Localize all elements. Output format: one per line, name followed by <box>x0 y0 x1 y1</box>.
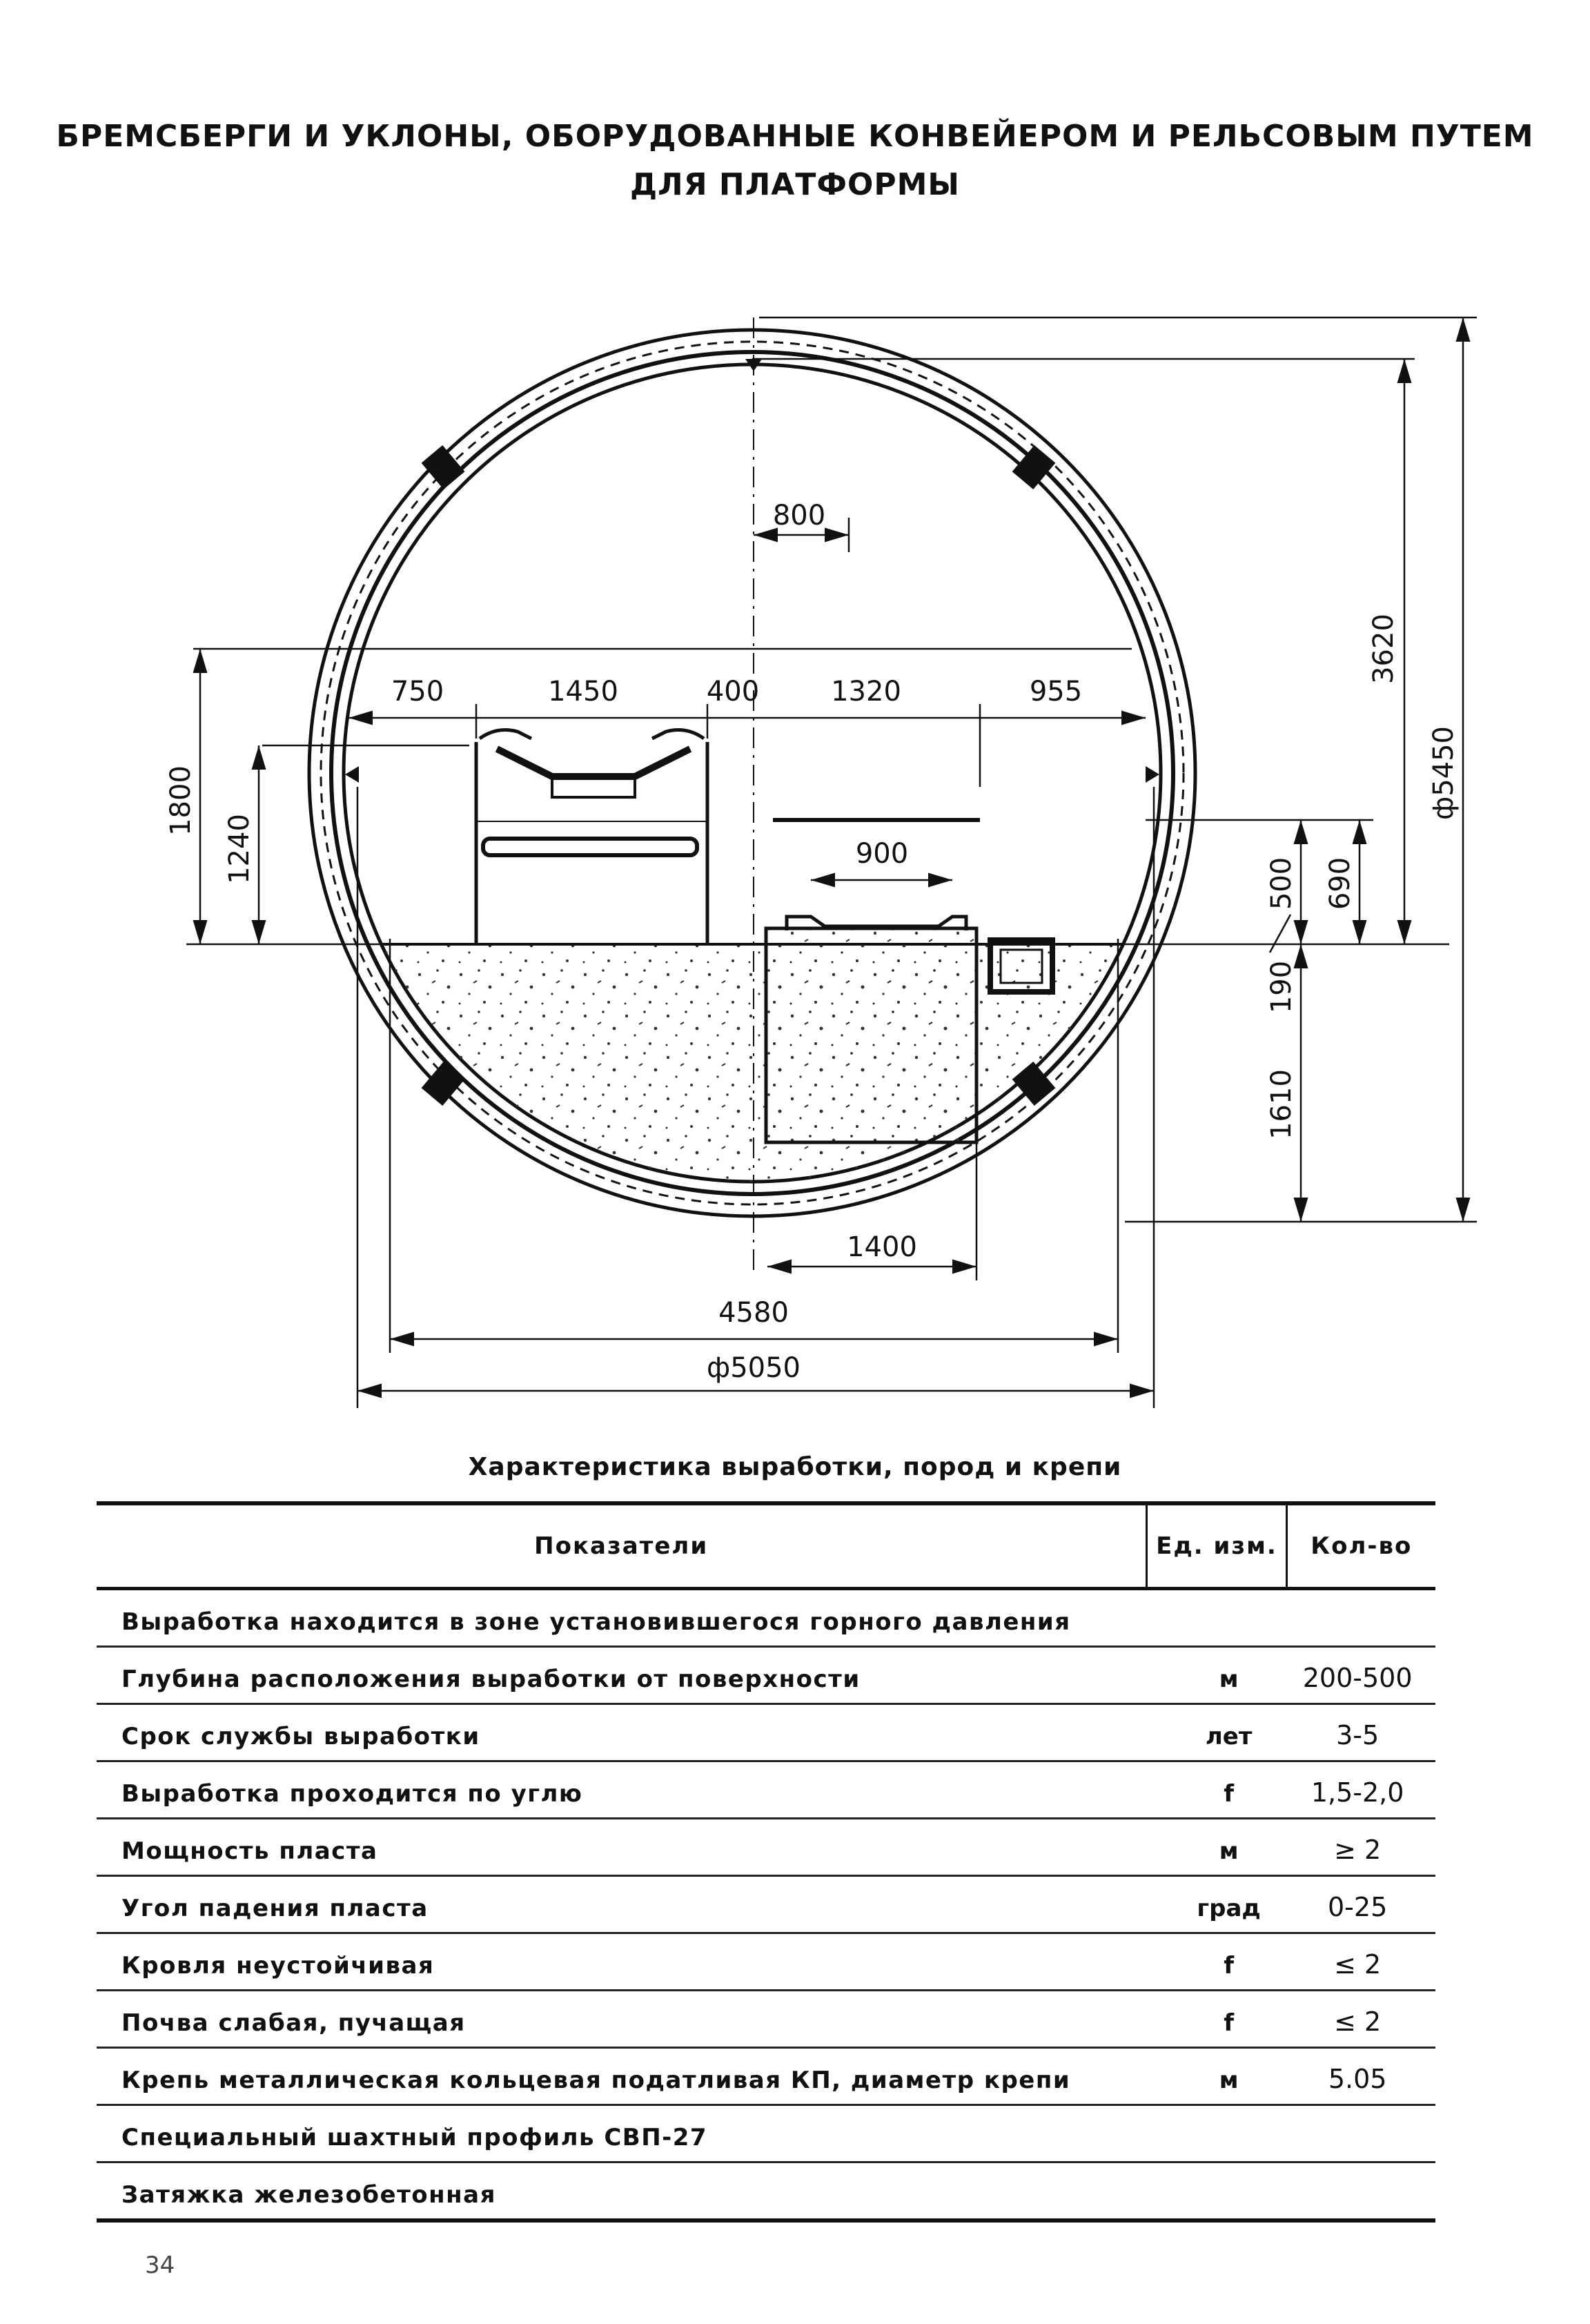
dim-900: 900 <box>855 838 909 870</box>
row-unit <box>1178 2209 1279 2218</box>
row-quantity: ≤ 2 <box>1334 1949 1382 1980</box>
dim-800: 800 <box>772 500 826 531</box>
dim-5050: ф5050 <box>707 1352 801 1384</box>
header-indicators: Показатели <box>534 1532 709 1560</box>
row-unit: лет <box>1205 1723 1253 1750</box>
row-quantity: 1,5-2,0 <box>1311 1777 1404 1808</box>
row-unit: f <box>1224 1780 1235 1808</box>
conveyor <box>476 730 707 944</box>
characteristics-table <box>97 1501 1435 2223</box>
dim-1320: 1320 <box>831 676 901 707</box>
row-indicator: Крепь металлическая кольцевая податливая КП, диаметр крепи <box>121 2067 1071 2094</box>
table-caption: Характеристика выработки, пород и крепи <box>468 1453 1122 1481</box>
row-indicator: Кровля неустойчивая <box>121 1952 435 1980</box>
row-indicator: Специальный шахтный профиль СВП-27 <box>121 2124 708 2151</box>
header-quantity: Кол-во <box>1286 1505 1435 1587</box>
row-quantity: 5.05 <box>1328 2064 1387 2094</box>
dim-4580: 4580 <box>718 1297 789 1329</box>
dim-3620: 3620 <box>1368 614 1400 684</box>
row-indicator: Глубина расположения выработки от поверхности <box>121 1666 861 1693</box>
row-unit: f <box>1224 1952 1235 1980</box>
row-indicator: Выработка находится в зоне установившегося горного давления <box>121 1608 1071 1636</box>
row-quantity: 3-5 <box>1336 1720 1380 1750</box>
row-indicator: Выработка проходится по углю <box>121 1780 583 1808</box>
dim-1610: 1610 <box>1266 1069 1297 1140</box>
row-unit: м <box>1219 1666 1239 1693</box>
dim-690: 690 <box>1324 857 1356 910</box>
dim-500: 500 <box>1266 857 1297 910</box>
table-row <box>97 2049 1435 2106</box>
row-unit: м <box>1219 2067 1239 2094</box>
dim-750: 750 <box>391 676 444 707</box>
table-row <box>97 1762 1435 1819</box>
dim-1400: 1400 <box>847 1231 917 1263</box>
page-number: 34 <box>145 2252 175 2279</box>
table-row <box>97 2163 1435 2223</box>
dim-1450: 1450 <box>548 676 618 707</box>
row-unit: м <box>1219 1837 1239 1865</box>
table-row <box>97 1648 1435 1705</box>
table-row <box>97 1590 1435 1648</box>
row-indicator: Почва слабая, пучащая <box>121 2009 466 2037</box>
dim-5450: ф5450 <box>1428 726 1460 820</box>
dim-1240: 1240 <box>224 814 255 884</box>
row-quantity: ≥ 2 <box>1334 1835 1382 1865</box>
row-quantity <box>1279 1636 1435 1646</box>
dim-1800: 1800 <box>165 765 197 836</box>
row-unit: град <box>1197 1895 1261 1922</box>
page-title: БРЕМСБЕРГИ И УКЛОНЫ, ОБОРУДОВАННЫЕ КОНВЕЙЕРОМ И РЕЛЬСОВЫМ ПУТЕМ <box>56 119 1534 154</box>
row-quantity: 0-25 <box>1328 1892 1388 1922</box>
row-quantity <box>1279 2209 1435 2218</box>
row-quantity <box>1279 2151 1435 2161</box>
row-unit <box>1178 1636 1279 1646</box>
table-row <box>97 1991 1435 2049</box>
row-indicator: Срок службы выработки <box>121 1723 480 1750</box>
tunnel-cross-section-drawing <box>0 262 1590 1436</box>
row-unit: f <box>1224 2009 1235 2037</box>
row-quantity: ≤ 2 <box>1334 2006 1382 2037</box>
row-unit <box>1178 2151 1279 2161</box>
row-indicator: Мощность пласта <box>121 1837 378 1865</box>
table-row <box>97 2106 1435 2163</box>
row-indicator: Затяжка железобетонная <box>121 2181 496 2209</box>
row-indicator: Угол падения пласта <box>121 1895 429 1922</box>
dim-190: 190 <box>1266 960 1297 1014</box>
page-subtitle: ДЛЯ ПЛАТФОРМЫ <box>629 167 961 202</box>
table-header <box>97 1505 1435 1590</box>
table-body <box>97 1590 1435 2223</box>
header-unit: Ед. изм. <box>1146 1505 1285 1587</box>
row-quantity: 200-500 <box>1302 1663 1413 1693</box>
table-row <box>97 1705 1435 1762</box>
table-row <box>97 1934 1435 1991</box>
dim-955: 955 <box>1029 676 1083 707</box>
dim-400: 400 <box>706 676 760 707</box>
table-row <box>97 1877 1435 1934</box>
table-row <box>97 1819 1435 1877</box>
